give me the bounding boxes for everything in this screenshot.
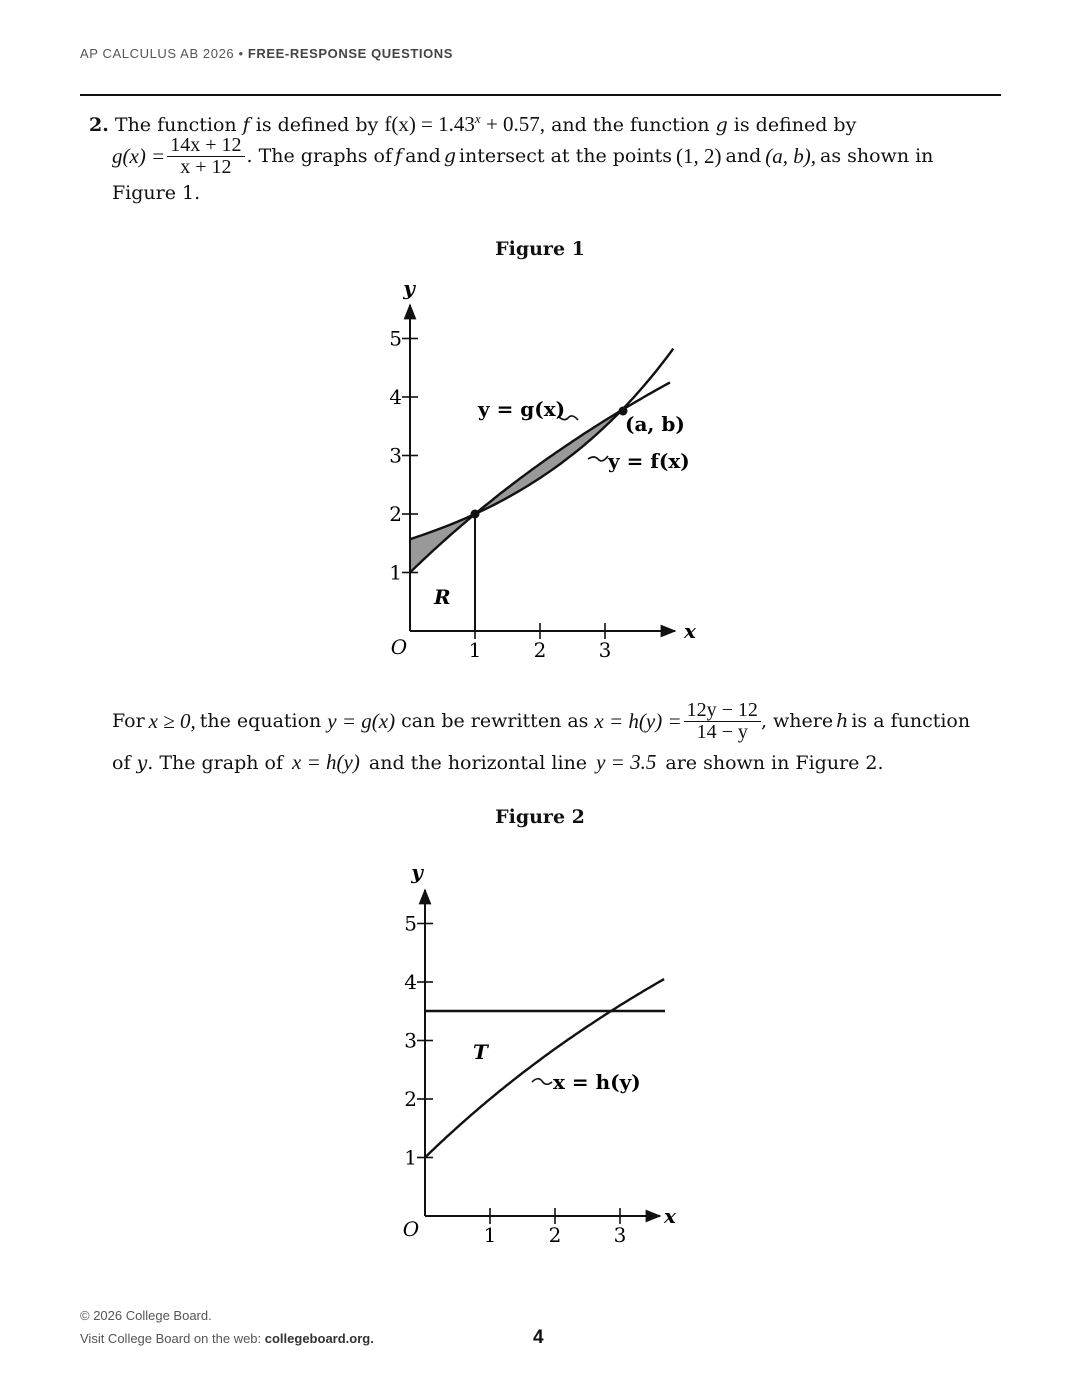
f-label-leader xyxy=(588,456,608,461)
p2-cond: x ≥ 0, xyxy=(148,709,196,733)
y-axis-label: y xyxy=(411,860,423,884)
h-numerator: 12y − 12 xyxy=(684,700,761,722)
region-t-label: T xyxy=(473,1040,488,1064)
label-x-h-y: x = h(y) xyxy=(553,1070,641,1094)
p2l2-y: y xyxy=(136,752,148,774)
q2-text-c: intersect at the points xyxy=(458,145,673,167)
x-tick-label: 2 xyxy=(548,1223,562,1247)
header-section: FREE-RESPONSE QUESTIONS xyxy=(247,46,454,61)
x-tick-label: 2 xyxy=(533,638,547,662)
q1-text-a: The function xyxy=(114,114,243,136)
p2l2-eq: x = h(y) xyxy=(292,750,360,774)
p2l2-line: y = 3.5 xyxy=(596,750,657,774)
y-tick-label: 1 xyxy=(389,560,402,585)
header-rule xyxy=(80,94,1001,96)
y-tick-label: 4 xyxy=(404,970,417,994)
origin-label: O xyxy=(402,1217,420,1241)
p2-text-e: is a function xyxy=(851,710,971,732)
question-line-1 xyxy=(89,112,856,135)
q2-g: g xyxy=(443,145,456,167)
g-denominator: x + 12 xyxy=(180,156,232,178)
q1-text-d: is defined by xyxy=(727,114,857,136)
p2l2-text-c: and the horizontal line xyxy=(362,752,594,774)
figure-2-title: Figure 2 xyxy=(495,806,585,828)
q2-text-e: as shown in xyxy=(820,145,934,167)
y-tick-label: 2 xyxy=(404,1087,417,1111)
q1-fx-tail: + 0.57, xyxy=(480,112,546,136)
p2-h: h xyxy=(836,710,849,732)
q1-fx-def xyxy=(384,112,545,136)
g-fraction xyxy=(167,135,244,178)
y-tick-label: 3 xyxy=(404,1028,417,1053)
x-axis-label: x xyxy=(664,1204,676,1228)
x-tick-label: 1 xyxy=(483,1223,497,1247)
point-1-2: (1, 2) xyxy=(676,144,722,168)
figure-1-graph xyxy=(370,270,710,670)
q2-text-d: and xyxy=(725,145,762,167)
figure-2-graph xyxy=(385,855,705,1255)
paragraph-2-line-1 xyxy=(112,700,970,743)
q1-text-b: is defined by xyxy=(249,114,385,136)
h-denominator: 14 − y xyxy=(696,721,748,743)
q2-text-b: and xyxy=(405,145,441,167)
label-y-f-x: y = f(x) xyxy=(608,449,690,473)
h-label-leader xyxy=(532,1079,552,1085)
g-numerator: 14x + 12 xyxy=(167,135,244,157)
q1-text-c: and the function xyxy=(545,114,716,136)
y-tick-label: 5 xyxy=(389,326,402,351)
p2-eq: y = g(x) xyxy=(327,709,396,733)
q1-g: g xyxy=(715,114,728,136)
footer-visit-text: Visit College Board on the web: xyxy=(80,1331,265,1346)
x-axis-label: x xyxy=(684,619,696,643)
p2l2-text-d: are shown in Figure 2. xyxy=(659,752,884,774)
p2-text-a: For xyxy=(112,710,145,732)
label-y-g-x: y = g(x) xyxy=(478,397,566,421)
question-line-3: Figure 1. xyxy=(112,182,201,204)
curve-h xyxy=(425,979,664,1157)
footer-visit xyxy=(80,1331,374,1346)
y-tick-label: 2 xyxy=(389,502,402,526)
origin-label: O xyxy=(390,635,408,659)
x-tick-label: 1 xyxy=(468,638,482,662)
label-a-b: (a, b) xyxy=(625,412,685,436)
p2-hx: x = h(y) = xyxy=(594,709,682,733)
y-tick-label: 1 xyxy=(404,1145,417,1170)
question-number: 2. xyxy=(89,114,109,136)
p2-text-b: the equation xyxy=(199,710,322,732)
y-tick-label: 4 xyxy=(389,385,402,409)
q2-gx: g(x) = xyxy=(112,144,166,168)
point-1-2-dot xyxy=(471,510,480,519)
y-axis-label: y xyxy=(403,276,415,300)
x-tick-label: 3 xyxy=(598,638,612,662)
p2l2-text-a: of xyxy=(112,752,137,774)
q1-fx: f(x) = 1.43 xyxy=(384,112,475,136)
x-tick-label: 3 xyxy=(613,1223,627,1247)
footer-site-link[interactable]: collegeboard.org. xyxy=(264,1331,374,1346)
h-fraction xyxy=(684,700,761,743)
q2-text-a: . The graphs of xyxy=(246,145,393,167)
question-line-2 xyxy=(112,135,933,178)
paragraph-2-line-2 xyxy=(112,752,884,773)
header-course: AP CALCULUS AB 2026 xyxy=(80,46,235,61)
footer-copyright: © 2026 College Board. xyxy=(80,1308,212,1323)
curve-f xyxy=(410,349,673,540)
q2-f: f xyxy=(395,145,403,167)
p2l2-text-b: . The graph of xyxy=(147,752,290,774)
header-bullet: • xyxy=(238,46,244,61)
y-tick-label: 3 xyxy=(389,443,402,468)
q1-exp: x xyxy=(474,111,481,126)
page-header xyxy=(80,46,453,61)
figure-1-title: Figure 1 xyxy=(495,238,585,260)
p2-text-c: can be rewritten as xyxy=(401,710,589,732)
q1-f: f xyxy=(242,114,250,136)
y-tick-label: 5 xyxy=(404,911,417,936)
p2-text-d: , where xyxy=(760,710,834,732)
region-r-label: R xyxy=(434,585,451,609)
point-a-b: (a, b), xyxy=(765,144,817,168)
page-number: 4 xyxy=(533,1327,544,1348)
